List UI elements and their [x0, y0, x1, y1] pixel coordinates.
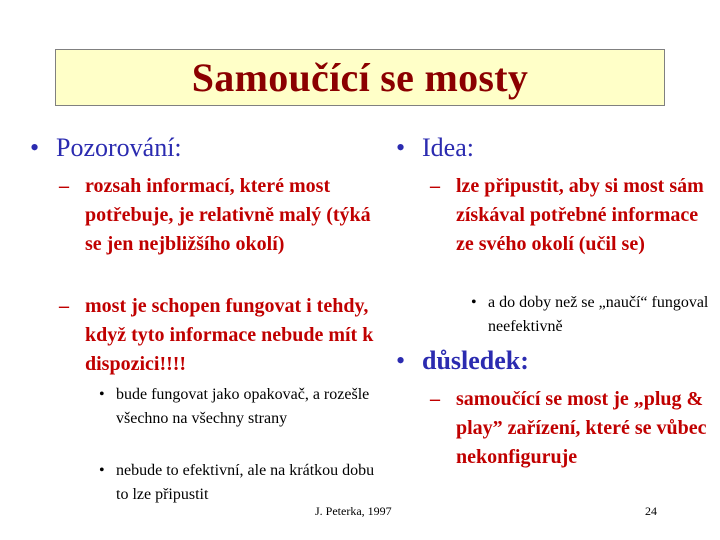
- heading-idea-text: Idea:: [422, 133, 474, 162]
- dash-icon: –: [430, 388, 440, 410]
- bullet-icon: •: [396, 133, 406, 162]
- heading-idea: [396, 133, 474, 163]
- list-item-plug-and-play-text: samoučící se most je „plug & play” zařízení, které se vůbec nekonfiguruje: [456, 388, 707, 468]
- title-box: [55, 49, 665, 106]
- heading-consequence: [396, 346, 529, 376]
- dash-icon: –: [59, 295, 69, 317]
- heading-consequence-text: důsledek:: [422, 346, 529, 375]
- subitem-repeater-text: bude fungovat jako opakovač, a rozešle všechno na všechny strany: [116, 386, 370, 427]
- list-item-plug-and-play: [430, 385, 718, 472]
- subitem-efficiency-text: nebude to efektivní, ale na krátkou dobu to lze připustit: [116, 462, 375, 503]
- subitem-until-learned-text: a do doby než se „naučí“ fungoval neefektivně: [488, 294, 709, 335]
- subitem-repeater: [99, 383, 381, 431]
- footer-author: J. Peterka, 1997: [315, 504, 392, 518]
- bullet-icon: •: [99, 386, 105, 403]
- list-item-works-without-text: most je schopen fungovat i tehdy, když tyto informace nebude mít k dispozici!!!!: [85, 295, 374, 375]
- bullet-icon: •: [396, 346, 406, 375]
- list-item-scope-text: rozsah informací, které most potřebuje, je relativně malý (týká se jen nejbližšího okolí): [85, 175, 371, 255]
- dash-icon: –: [59, 175, 69, 197]
- bullet-icon: •: [30, 133, 40, 162]
- page-number: 24: [645, 504, 657, 518]
- list-item-learn: [430, 172, 718, 259]
- slide-title: Samoučící se mosty: [191, 55, 529, 100]
- list-item-scope: [59, 172, 385, 259]
- list-item-learn-text: lze připustit, aby si most sám získával potřebné informace ze svého okolí (učil se): [456, 175, 704, 255]
- list-item-works-without: [59, 292, 385, 379]
- subitem-until-learned: [471, 291, 713, 339]
- bullet-icon: •: [471, 294, 477, 311]
- bullet-icon: •: [99, 462, 105, 479]
- heading-observation: [30, 133, 182, 163]
- heading-observation-text: Pozorování:: [56, 133, 182, 162]
- dash-icon: –: [430, 175, 440, 197]
- subitem-efficiency: [99, 459, 381, 507]
